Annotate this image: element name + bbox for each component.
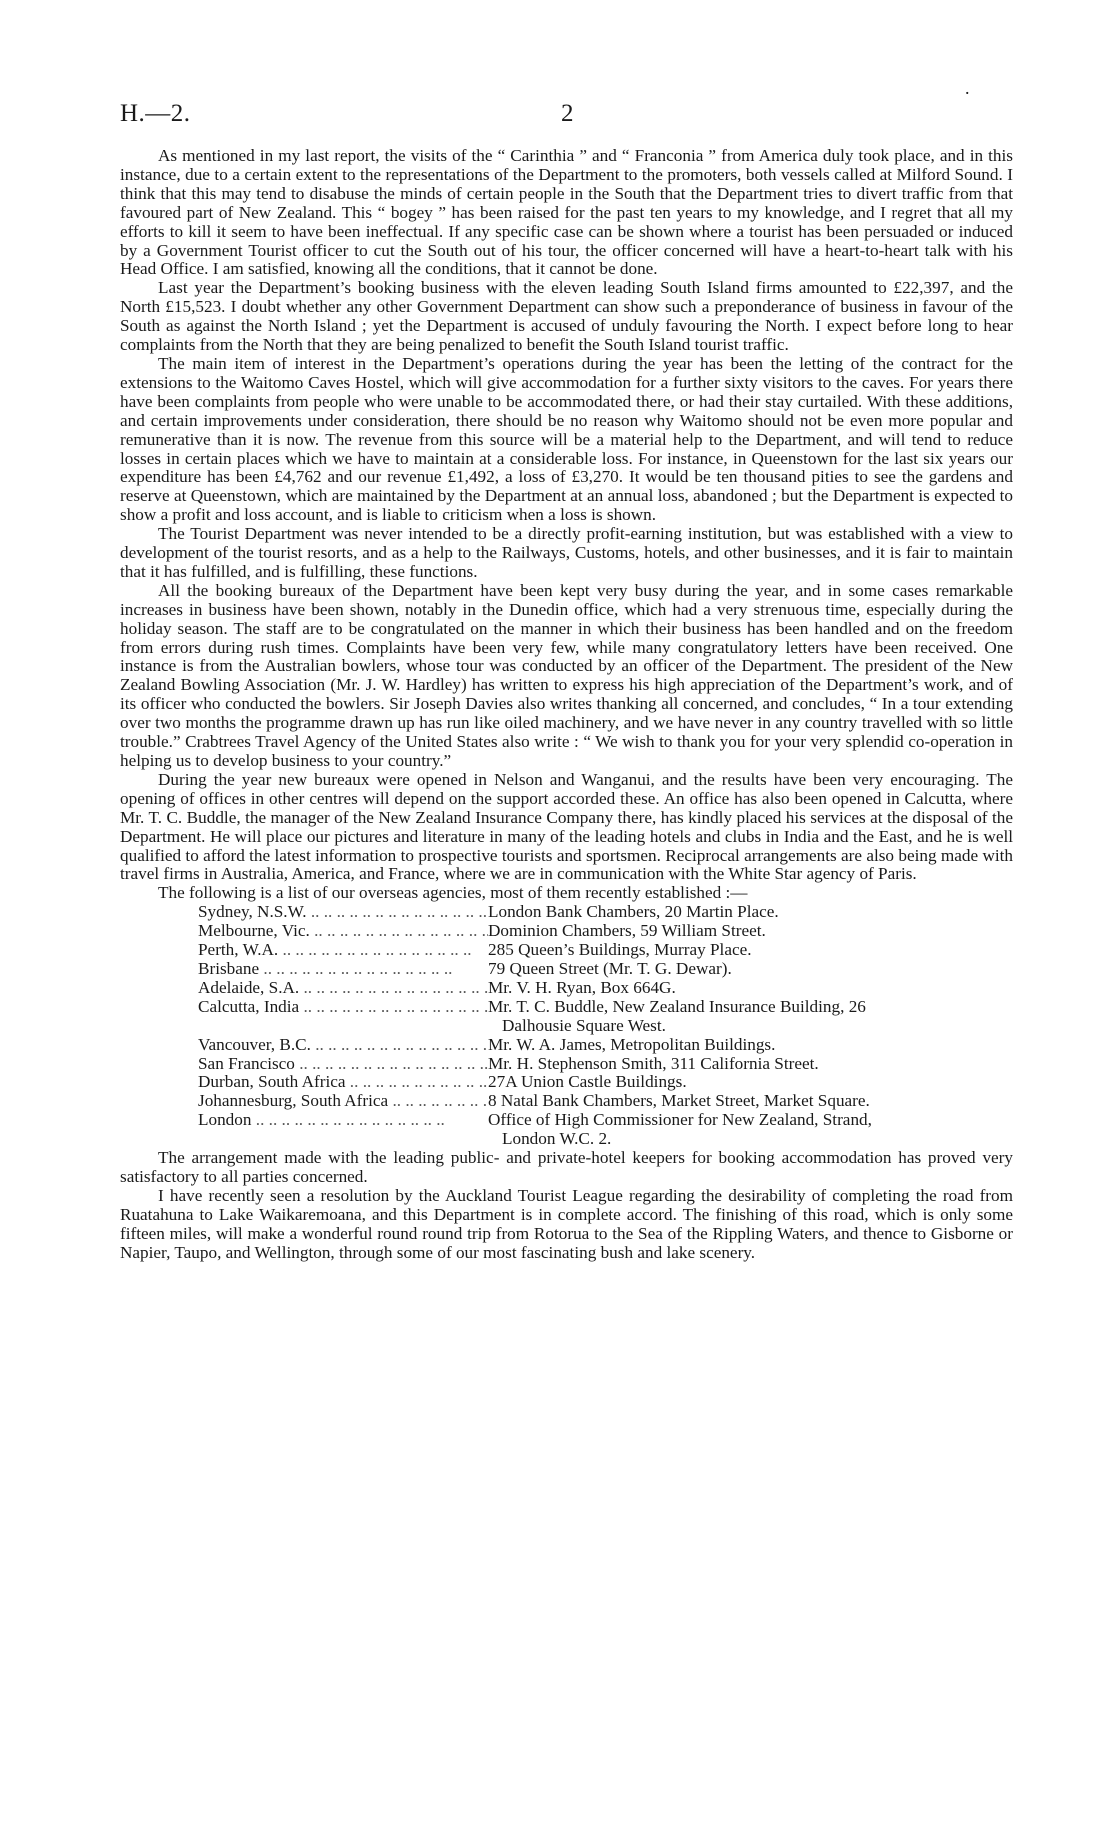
agency-city: Adelaide, S.A. .. .. [198, 979, 488, 998]
agency-address: 285 Queen’s Buildings, Murray Place. [488, 940, 752, 960]
agency-row [198, 1055, 1013, 1074]
paragraph-booking-business: Last year the Department’s booking business with the eleven leading South Island firms amounted to £22,397, and the North £15,523. I doubt whether any other Government Department can show such a preponderance of business in favour of the South as against the North Island ; yet the Department is accused of unduly favouring the North. I expect before long to hear complaints from the North that they are being penalized to benefit the South Island tourist traffic. [120, 278, 1013, 355]
agency-city: Johannesburg, South Africa .. .. [198, 1092, 488, 1111]
agency-address: Dominion Chambers, 59 William Street. [488, 921, 766, 941]
agency-row [198, 1111, 1013, 1149]
paragraph-hotel-arrangement: The arrangement made with the leading public- and private-hotel keepers for booking accommodation has proved very satisfactory to all parties concerned. [120, 1148, 1013, 1186]
agency-address: Mr. W. A. James, Metropolitan Buildings. [488, 1034, 776, 1054]
page-number: 2 [561, 100, 574, 127]
agency-city: Calcutta, India .. .. [198, 998, 488, 1017]
agency-city: Melbourne, Vic. .. .. [198, 922, 488, 941]
agency-city: Durban, South Africa .. .. [198, 1073, 488, 1092]
agency-address: London Bank Chambers, 20 Martin Place. [488, 902, 779, 922]
agency-city: Sydney, N.S.W. .. .. [198, 903, 488, 922]
paragraph-ruatahuna-road: I have recently seen a resolution by the Auckland Tourist League regarding the desirability of completing the road from Ruatahuna to Lake Waikaremoana, and this Department is in complete accord. The finishing of this road, which is only some fifteen miles, will make a wonderful round round trip from Rotorua to the Sea of the Rippling Waters, and thence to Gisborne or Napier, Taupo, and Wellington, through some of our most fascinating bush and lake scenery. [120, 1185, 1013, 1262]
agency-row [198, 979, 1013, 998]
corner-mark: . [965, 78, 970, 98]
agency-row [198, 922, 1013, 941]
agency-row [198, 960, 1013, 979]
document-code: H.—2. [120, 100, 191, 127]
overseas-agencies-list [198, 903, 1013, 1149]
paragraph-department-purpose: The Tourist Department was never intended to be a directly profit-earning institution, but was established with a view to development of the tourist resorts, and as a help to the Railways, Customs, hotels, and other businesses, and it is fair to maintain that it has fulfilled, and is fulfilling, these functions. [120, 524, 1013, 581]
paragraph-carinthia-franconia: As mentioned in my last report, the visits of the “ Carinthia ” and “ Franconia ” from America duly took place, and in this instance, due to a certain extent to the representations of the Department to the promoters, both vessels called at Milford Sound. I think that this may tend to disabuse the minds of certain people in the South that the Department tries to divert traffic from that favoured part of New Zealand. This “ bogey ” has been raised for the past ten years to my knowledge, and I regret that all my efforts to kill it seem to have been ineffectual. If any specific case can be shown where a tourist has been persuaded or induced by a Government Tourist officer to cut the South out of his tour, the officer concerned will have a heart-to-heart talk with his Head Office. I am satisfied, knowing all the conditions, that it cannot be done. [120, 146, 1013, 279]
agency-address: Mr. H. Stephenson Smith, 311 California Street. [488, 1053, 819, 1073]
agency-address [488, 1111, 1013, 1149]
paragraph-booking-bureaux: All the booking bureaux of the Department have been kept very busy during the year, and in some cases remarkable increases in business have been shown, notably in the Dunedin office, which had a very strenuous time, especially during the holiday season. The staff are to be congratulated on the manner in which their business has been handled and on the freedom from errors during rush times. Complaints have been very few, while many congratulatory letters have been received. One instance is from the Australian bowlers, whose tour was conducted by an officer of the Department. The president of the New Zealand Bowling Association (Mr. J. W. Hardley) has written to express his high appreciation of the Department’s work, and of its officer who conducted the bowlers. Sir Joseph Davies also writes thanking all concerned, and concludes, “ In a tour extending over two months the programme drawn up has run like oiled machinery, and we have never in any country travelled with so little trouble.” Crabtrees Travel Agency of the United States also write : “ We wish to thank you for your very splendid co-operation in helping us to develop business to your country.” [120, 580, 1013, 770]
agency-address-continuation: Dalhousie Square West. [502, 1015, 666, 1035]
agency-address-continuation: London W.C. 2. [502, 1129, 612, 1149]
paragraph-waitomo-hostel: The main item of interest in the Department’s operations during the year has been the letting of the contract for the extensions to the Waitomo Caves Hostel, which will give accommodation for a further sixty visitors to the caves. For years there have been complaints from people who were unable to be accommodated there, or had their stay curtailed. With these additions, and certain improvements under consideration, there should be no reason why Waitomo should not be even more popular and remunerative than it is now. The revenue from this source will be a material help to the Department, and will tend to reduce losses in certain places which we have to maintain at a considerable loss. For instance, in Queenstown for the last six years our expenditure has been £4,762 and our revenue £1,492, a loss of £3,270. It would be ten thousand pities to see the gardens and reserve at Queenstown, which are maintained by the Department at an annual loss, abandoned ; but the Department is expected to show a profit and loss account, and is liable to criticism when a loss is shown. [120, 353, 1013, 525]
agency-address [488, 998, 1013, 1036]
agency-address: Mr. V. H. Ryan, Box 664G. [488, 977, 676, 997]
agency-city: San Francisco .. .. [198, 1055, 488, 1074]
document-body [120, 147, 1013, 1262]
agency-row [198, 1036, 1013, 1055]
agency-address: 8 Natal Bank Chambers, Market Street, Market Square. [488, 1091, 870, 1111]
agency-row [198, 941, 1013, 960]
agency-city: London .. .. [198, 1111, 488, 1130]
agency-row [198, 998, 1013, 1036]
agency-row [198, 903, 1013, 922]
agency-address-line: Office of High Commissioner for New Zealand, Strand, [488, 1110, 872, 1130]
paragraph-new-bureaux: During the year new bureaux were opened in Nelson and Wanganui, and the results have been very encouraging. The opening of offices in other centres will depend on the support accorded these. An office has also been opened in Calcutta, where Mr. T. C. Buddle, the manager of the New Zealand Insurance Company there, has kindly placed his services at the disposal of the Department. He will place our pictures and literature in many of the leading hotels and clubs in India and the East, and he is well qualified to afford the latest information to prospective tourists and sportsmen. Reciprocal arrangements are also being made with travel firms in Australia, America, and France, where we are in communication with the White Star agency of Paris. [120, 769, 1013, 884]
agency-city: Vancouver, B.C. .. .. [198, 1036, 488, 1055]
agency-address: 79 Queen Street (Mr. T. G. Dewar). [488, 958, 732, 978]
agency-address: 27A Union Castle Buildings. [488, 1072, 687, 1092]
agency-row [198, 1092, 1013, 1111]
agency-city: Perth, W.A. .. .. [198, 941, 488, 960]
agency-address-line: Mr. T. C. Buddle, New Zealand Insurance Building, 26 [488, 996, 866, 1016]
paragraph-agencies-intro: The following is a list of our overseas agencies, most of them recently established :— [158, 883, 748, 903]
agency-row [198, 1073, 1013, 1092]
agency-city: Brisbane .. .. [198, 960, 488, 979]
